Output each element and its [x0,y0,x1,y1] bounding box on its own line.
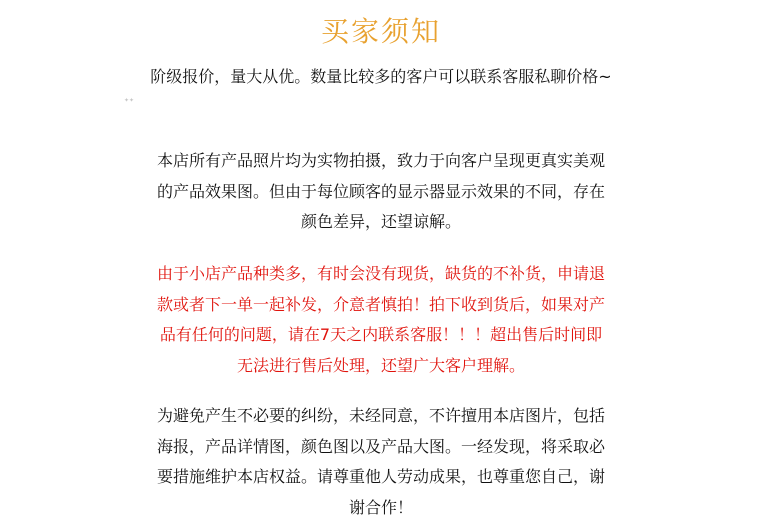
photo-disclaimer-paragraph [131,146,631,238]
paragraph-line: 品有任何的问题，请在7天之内联系客服！！！超出售后时间即 [131,320,631,351]
pricing-notice: 阶级报价，量大从优。数量比较多的客户可以联系客服私聊价格~ [0,64,762,90]
paragraph-line: 无法进行售后处理，还望广大客户理解。 [131,351,631,382]
paragraph-line: 本店所有产品照片均为实物拍摄，致力于向客户呈现更真实美观 [131,146,631,177]
paragraph-line: 要措施维护本店权益。请尊重他人劳动成果，也尊重您自己，谢 [131,462,631,493]
paragraph-line: 的产品效果图。但由于每位顾客的显示器显示效果的不同，存在 [131,177,631,208]
decorative-speck-icon: ✦✦ [124,97,134,105]
page-title: 买家须知 [0,12,762,52]
paragraph-line: 款或者下一单一起补发，介意者慎拍！拍下收到货后，如果对产 [131,290,631,321]
stock-aftersales-warning-paragraph [131,259,631,381]
paragraph-line: 谢合作！ [131,493,631,523]
image-copyright-paragraph [131,401,631,523]
paragraph-line: 海报，产品详情图，颜色图以及产品大图。一经发现，将采取必 [131,432,631,463]
paragraph-line: 为避免产生不必要的纠纷，未经同意，不许擅用本店图片，包括 [131,401,631,432]
paragraph-line: 颜色差异，还望谅解。 [131,207,631,238]
paragraph-line: 由于小店产品种类多，有时会没有现货，缺货的不补货，申请退 [131,259,631,290]
